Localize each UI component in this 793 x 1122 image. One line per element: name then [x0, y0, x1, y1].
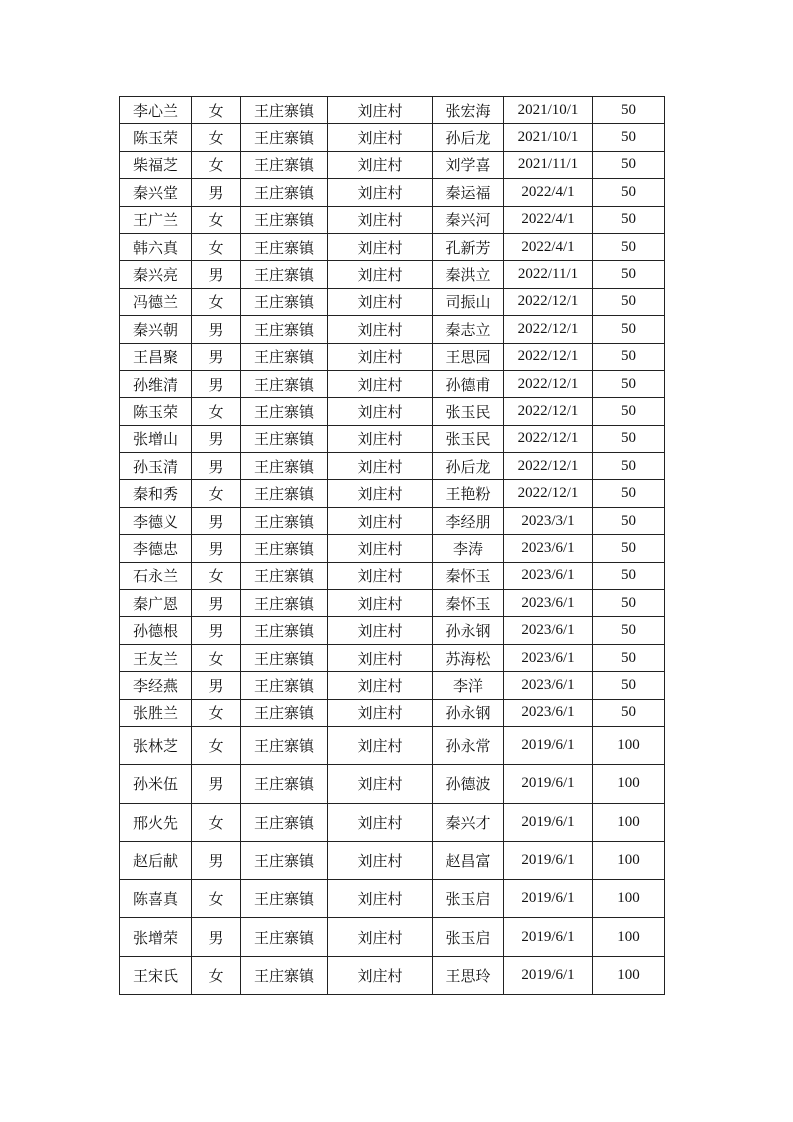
town-cell: 王庄寨镇	[241, 918, 328, 956]
guardian-cell: 孔新芳	[433, 233, 504, 260]
table-row	[120, 507, 665, 534]
gender-cell: 女	[192, 124, 241, 151]
gender-cell: 女	[192, 803, 241, 841]
name-cell: 孙米伍	[120, 765, 192, 803]
gender-cell: 男	[192, 507, 241, 534]
name-cell: 秦兴亮	[120, 261, 192, 288]
guardian-cell: 秦兴河	[433, 206, 504, 233]
town-cell: 王庄寨镇	[241, 480, 328, 507]
village-cell: 刘庄村	[328, 179, 433, 206]
date-cell: 2023/6/1	[504, 672, 593, 699]
amount-cell: 50	[593, 425, 665, 452]
amount-cell: 100	[593, 726, 665, 764]
amount-cell: 100	[593, 765, 665, 803]
amount-cell: 50	[593, 179, 665, 206]
date-cell: 2022/12/1	[504, 316, 593, 343]
town-cell: 王庄寨镇	[241, 97, 328, 124]
guardian-cell: 孙德甫	[433, 370, 504, 397]
table-row	[120, 288, 665, 315]
date-cell: 2023/6/1	[504, 644, 593, 671]
amount-cell: 50	[593, 206, 665, 233]
amount-cell: 50	[593, 151, 665, 178]
town-cell: 王庄寨镇	[241, 124, 328, 151]
guardian-cell: 秦洪立	[433, 261, 504, 288]
guardian-cell: 孙后龙	[433, 453, 504, 480]
town-cell: 王庄寨镇	[241, 233, 328, 260]
guardian-cell: 苏海松	[433, 644, 504, 671]
town-cell: 王庄寨镇	[241, 288, 328, 315]
date-cell: 2021/10/1	[504, 97, 593, 124]
town-cell: 王庄寨镇	[241, 179, 328, 206]
table-row	[120, 151, 665, 178]
amount-cell: 50	[593, 699, 665, 726]
town-cell: 王庄寨镇	[241, 398, 328, 425]
village-cell: 刘庄村	[328, 453, 433, 480]
gender-cell: 男	[192, 316, 241, 343]
gender-cell: 女	[192, 288, 241, 315]
name-cell: 李德义	[120, 507, 192, 534]
date-cell: 2023/6/1	[504, 562, 593, 589]
gender-cell: 女	[192, 151, 241, 178]
town-cell: 王庄寨镇	[241, 672, 328, 699]
village-cell: 刘庄村	[328, 261, 433, 288]
gender-cell: 男	[192, 453, 241, 480]
town-cell: 王庄寨镇	[241, 841, 328, 879]
name-cell: 孙玉清	[120, 453, 192, 480]
guardian-cell: 张玉启	[433, 880, 504, 918]
guardian-cell: 王思园	[433, 343, 504, 370]
town-cell: 王庄寨镇	[241, 644, 328, 671]
gender-cell: 男	[192, 617, 241, 644]
date-cell: 2022/12/1	[504, 288, 593, 315]
town-cell: 王庄寨镇	[241, 343, 328, 370]
gender-cell: 男	[192, 179, 241, 206]
guardian-cell: 秦兴才	[433, 803, 504, 841]
amount-cell: 100	[593, 841, 665, 879]
gender-cell: 女	[192, 726, 241, 764]
table-row	[120, 672, 665, 699]
name-cell: 陈玉荣	[120, 398, 192, 425]
name-cell: 李经燕	[120, 672, 192, 699]
date-cell: 2022/12/1	[504, 343, 593, 370]
guardian-cell: 孙永常	[433, 726, 504, 764]
table-row	[120, 343, 665, 370]
amount-cell: 50	[593, 343, 665, 370]
village-cell: 刘庄村	[328, 124, 433, 151]
date-cell: 2023/6/1	[504, 535, 593, 562]
gender-cell: 男	[192, 343, 241, 370]
town-cell: 王庄寨镇	[241, 261, 328, 288]
date-cell: 2022/12/1	[504, 398, 593, 425]
table-body	[120, 97, 665, 995]
date-cell: 2022/12/1	[504, 453, 593, 480]
guardian-cell: 赵昌富	[433, 841, 504, 879]
village-cell: 刘庄村	[328, 841, 433, 879]
amount-cell: 50	[593, 562, 665, 589]
data-table	[119, 96, 665, 995]
amount-cell: 50	[593, 453, 665, 480]
town-cell: 王庄寨镇	[241, 316, 328, 343]
table-row	[120, 765, 665, 803]
date-cell: 2019/6/1	[504, 918, 593, 956]
guardian-cell: 张玉民	[433, 425, 504, 452]
name-cell: 邢火先	[120, 803, 192, 841]
village-cell: 刘庄村	[328, 726, 433, 764]
table-row	[120, 124, 665, 151]
gender-cell: 女	[192, 956, 241, 994]
village-cell: 刘庄村	[328, 233, 433, 260]
gender-cell: 女	[192, 97, 241, 124]
village-cell: 刘庄村	[328, 398, 433, 425]
town-cell: 王庄寨镇	[241, 151, 328, 178]
village-cell: 刘庄村	[328, 617, 433, 644]
town-cell: 王庄寨镇	[241, 803, 328, 841]
guardian-cell: 李洋	[433, 672, 504, 699]
guardian-cell: 秦怀玉	[433, 562, 504, 589]
name-cell: 王昌聚	[120, 343, 192, 370]
gender-cell: 女	[192, 480, 241, 507]
gender-cell: 男	[192, 841, 241, 879]
gender-cell: 男	[192, 672, 241, 699]
date-cell: 2019/6/1	[504, 726, 593, 764]
town-cell: 王庄寨镇	[241, 726, 328, 764]
guardian-cell: 司振山	[433, 288, 504, 315]
village-cell: 刘庄村	[328, 535, 433, 562]
town-cell: 王庄寨镇	[241, 507, 328, 534]
gender-cell: 男	[192, 535, 241, 562]
name-cell: 孙德根	[120, 617, 192, 644]
table-row	[120, 261, 665, 288]
amount-cell: 50	[593, 370, 665, 397]
table-row	[120, 562, 665, 589]
village-cell: 刘庄村	[328, 803, 433, 841]
town-cell: 王庄寨镇	[241, 425, 328, 452]
town-cell: 王庄寨镇	[241, 699, 328, 726]
date-cell: 2023/3/1	[504, 507, 593, 534]
amount-cell: 50	[593, 233, 665, 260]
table-row	[120, 370, 665, 397]
name-cell: 石永兰	[120, 562, 192, 589]
guardian-cell: 孙永钢	[433, 699, 504, 726]
date-cell: 2019/6/1	[504, 956, 593, 994]
table-row	[120, 841, 665, 879]
amount-cell: 100	[593, 880, 665, 918]
village-cell: 刘庄村	[328, 288, 433, 315]
village-cell: 刘庄村	[328, 644, 433, 671]
table-row	[120, 453, 665, 480]
date-cell: 2021/10/1	[504, 124, 593, 151]
town-cell: 王庄寨镇	[241, 880, 328, 918]
guardian-cell: 张宏海	[433, 97, 504, 124]
name-cell: 秦兴堂	[120, 179, 192, 206]
name-cell: 冯德兰	[120, 288, 192, 315]
town-cell: 王庄寨镇	[241, 453, 328, 480]
table-row	[120, 726, 665, 764]
village-cell: 刘庄村	[328, 343, 433, 370]
amount-cell: 50	[593, 261, 665, 288]
name-cell: 韩六真	[120, 233, 192, 260]
town-cell: 王庄寨镇	[241, 765, 328, 803]
village-cell: 刘庄村	[328, 206, 433, 233]
table-row	[120, 233, 665, 260]
village-cell: 刘庄村	[328, 956, 433, 994]
amount-cell: 100	[593, 803, 665, 841]
village-cell: 刘庄村	[328, 507, 433, 534]
village-cell: 刘庄村	[328, 880, 433, 918]
name-cell: 秦兴朝	[120, 316, 192, 343]
amount-cell: 100	[593, 918, 665, 956]
guardian-cell: 孙德波	[433, 765, 504, 803]
table-row	[120, 880, 665, 918]
guardian-cell: 李涛	[433, 535, 504, 562]
guardian-cell: 王思玲	[433, 956, 504, 994]
date-cell: 2022/12/1	[504, 480, 593, 507]
village-cell: 刘庄村	[328, 425, 433, 452]
date-cell: 2022/11/1	[504, 261, 593, 288]
gender-cell: 男	[192, 918, 241, 956]
gender-cell: 女	[192, 206, 241, 233]
date-cell: 2022/4/1	[504, 206, 593, 233]
town-cell: 王庄寨镇	[241, 617, 328, 644]
table-row	[120, 398, 665, 425]
name-cell: 柴福芝	[120, 151, 192, 178]
village-cell: 刘庄村	[328, 480, 433, 507]
date-cell: 2023/6/1	[504, 617, 593, 644]
table-row	[120, 480, 665, 507]
guardian-cell: 刘学喜	[433, 151, 504, 178]
town-cell: 王庄寨镇	[241, 535, 328, 562]
village-cell: 刘庄村	[328, 151, 433, 178]
guardian-cell: 秦运福	[433, 179, 504, 206]
name-cell: 王广兰	[120, 206, 192, 233]
name-cell: 张增山	[120, 425, 192, 452]
amount-cell: 50	[593, 288, 665, 315]
date-cell: 2022/4/1	[504, 233, 593, 260]
guardian-cell: 秦志立	[433, 316, 504, 343]
amount-cell: 50	[593, 97, 665, 124]
name-cell: 张林芝	[120, 726, 192, 764]
village-cell: 刘庄村	[328, 918, 433, 956]
town-cell: 王庄寨镇	[241, 590, 328, 617]
table-row	[120, 590, 665, 617]
table-row	[120, 97, 665, 124]
gender-cell: 女	[192, 644, 241, 671]
name-cell: 赵后献	[120, 841, 192, 879]
town-cell: 王庄寨镇	[241, 956, 328, 994]
table-row	[120, 179, 665, 206]
guardian-cell: 王艳粉	[433, 480, 504, 507]
table-row	[120, 206, 665, 233]
date-cell: 2019/6/1	[504, 803, 593, 841]
gender-cell: 男	[192, 370, 241, 397]
village-cell: 刘庄村	[328, 765, 433, 803]
guardian-cell: 李经朋	[433, 507, 504, 534]
table-row	[120, 699, 665, 726]
date-cell: 2019/6/1	[504, 765, 593, 803]
gender-cell: 女	[192, 398, 241, 425]
town-cell: 王庄寨镇	[241, 206, 328, 233]
gender-cell: 男	[192, 425, 241, 452]
amount-cell: 50	[593, 507, 665, 534]
guardian-cell: 张玉启	[433, 918, 504, 956]
gender-cell: 男	[192, 590, 241, 617]
name-cell: 陈玉荣	[120, 124, 192, 151]
amount-cell: 50	[593, 672, 665, 699]
table-row	[120, 617, 665, 644]
amount-cell: 50	[593, 398, 665, 425]
name-cell: 王友兰	[120, 644, 192, 671]
name-cell: 李心兰	[120, 97, 192, 124]
date-cell: 2023/6/1	[504, 590, 593, 617]
table-row	[120, 956, 665, 994]
date-cell: 2023/6/1	[504, 699, 593, 726]
gender-cell: 女	[192, 233, 241, 260]
name-cell: 孙维清	[120, 370, 192, 397]
amount-cell: 50	[593, 480, 665, 507]
village-cell: 刘庄村	[328, 699, 433, 726]
name-cell: 张胜兰	[120, 699, 192, 726]
gender-cell: 男	[192, 765, 241, 803]
amount-cell: 100	[593, 956, 665, 994]
village-cell: 刘庄村	[328, 590, 433, 617]
town-cell: 王庄寨镇	[241, 370, 328, 397]
name-cell: 张增荣	[120, 918, 192, 956]
village-cell: 刘庄村	[328, 562, 433, 589]
guardian-cell: 张玉民	[433, 398, 504, 425]
table-row	[120, 316, 665, 343]
table-row	[120, 918, 665, 956]
name-cell: 李德忠	[120, 535, 192, 562]
date-cell: 2022/12/1	[504, 425, 593, 452]
amount-cell: 50	[593, 535, 665, 562]
table-row	[120, 644, 665, 671]
name-cell: 秦和秀	[120, 480, 192, 507]
date-cell: 2019/6/1	[504, 841, 593, 879]
village-cell: 刘庄村	[328, 316, 433, 343]
table-row	[120, 803, 665, 841]
name-cell: 王宋氏	[120, 956, 192, 994]
gender-cell: 男	[192, 261, 241, 288]
gender-cell: 女	[192, 699, 241, 726]
amount-cell: 50	[593, 617, 665, 644]
table-row	[120, 425, 665, 452]
amount-cell: 50	[593, 316, 665, 343]
table-row	[120, 535, 665, 562]
date-cell: 2022/12/1	[504, 370, 593, 397]
town-cell: 王庄寨镇	[241, 562, 328, 589]
amount-cell: 50	[593, 124, 665, 151]
name-cell: 陈喜真	[120, 880, 192, 918]
date-cell: 2019/6/1	[504, 880, 593, 918]
guardian-cell: 秦怀玉	[433, 590, 504, 617]
date-cell: 2022/4/1	[504, 179, 593, 206]
village-cell: 刘庄村	[328, 97, 433, 124]
amount-cell: 50	[593, 590, 665, 617]
name-cell: 秦广恩	[120, 590, 192, 617]
date-cell: 2021/11/1	[504, 151, 593, 178]
gender-cell: 女	[192, 880, 241, 918]
guardian-cell: 孙永钢	[433, 617, 504, 644]
village-cell: 刘庄村	[328, 672, 433, 699]
guardian-cell: 孙后龙	[433, 124, 504, 151]
gender-cell: 女	[192, 562, 241, 589]
amount-cell: 50	[593, 644, 665, 671]
village-cell: 刘庄村	[328, 370, 433, 397]
